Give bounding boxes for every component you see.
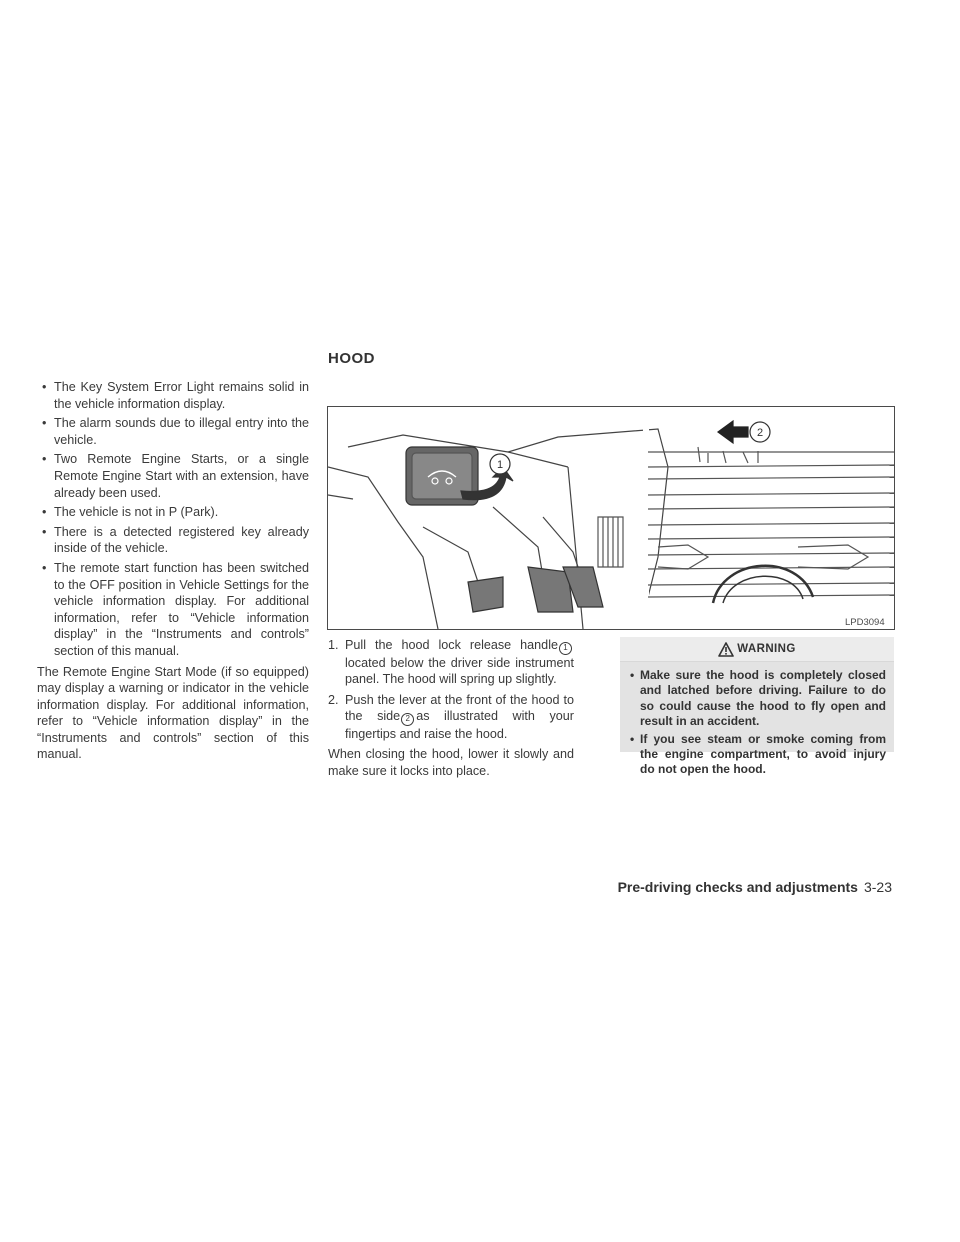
list-item: • The vehicle is not in P (Park).: [37, 504, 309, 521]
list-item: • There is a detected registered key already inside of the vehicle.: [37, 524, 309, 557]
list-item: • The Key System Error Light remains solid in the vehicle information display.: [37, 379, 309, 412]
step-item: [328, 692, 574, 743]
callout-1-label: 1: [496, 459, 504, 471]
step-text: Pull the hood lock release handle: [345, 638, 558, 652]
footer-section-title: Pre-driving checks and adjustments: [617, 879, 858, 895]
list-item: • Two Remote Engine Starts, or a single Remote Engine Start with an extension, have already been used.: [37, 451, 309, 501]
remote-start-conditions-list: [37, 379, 309, 660]
list-item: • The remote start function has been switched to the OFF position in Vehicle Settings for the vehicle information display. For additional information, refer to “Vehicle information display” in the “Instruments and controls” section of this manual.: [37, 560, 309, 660]
callout-marker-2: 2: [401, 713, 414, 726]
step-text: as illustrated with your fingertips and raise the hood.: [345, 709, 575, 741]
warning-item: • Make sure the hood is completely closed and latched before driving. Failure to do so could cause the hood to fly open and result in an accident.: [630, 668, 886, 730]
figure-code: LPD3094: [845, 617, 885, 628]
warning-box: [620, 637, 894, 777]
step-item: [328, 637, 574, 688]
warning-triangle-icon: [718, 642, 734, 657]
step-text: located below the driver side instrument panel. The hood will spring up slightly.: [345, 655, 574, 687]
remote-start-mode-paragraph: The Remote Engine Start Mode (if so equipped) may display a warning or indicator in the vehicle information display. For additional information, refer to “Vehicle information display” in the “Instruments and controls” section of this manual.: [37, 664, 309, 762]
warning-header: [620, 637, 894, 662]
warning-item: • If you see steam or smoke coming from the engine compartment, to avoid injury do not open the hood.: [630, 732, 886, 778]
step-text: Push the lever at the front of the hood to the side: [345, 692, 574, 724]
left-column: [37, 379, 309, 763]
hood-instructions: [328, 637, 574, 780]
step-number: 1.: [328, 638, 339, 652]
warning-title: WARNING: [737, 643, 796, 655]
page-number: 3-23: [863, 879, 892, 895]
closing-paragraph: When closing the hood, lower it slowly and make sure it locks into place.: [328, 747, 574, 778]
hood-release-illustration: [327, 406, 895, 630]
list-item: • The alarm sounds due to illegal entry into the vehicle.: [37, 415, 309, 448]
steps-list: [328, 637, 574, 742]
page-footer: [618, 879, 892, 895]
warning-list: [630, 668, 886, 778]
callout-marker-1: 1: [559, 642, 572, 655]
callout-2-label: 2: [756, 427, 764, 439]
step-number: 2.: [328, 692, 339, 707]
section-heading: HOOD: [328, 350, 375, 367]
